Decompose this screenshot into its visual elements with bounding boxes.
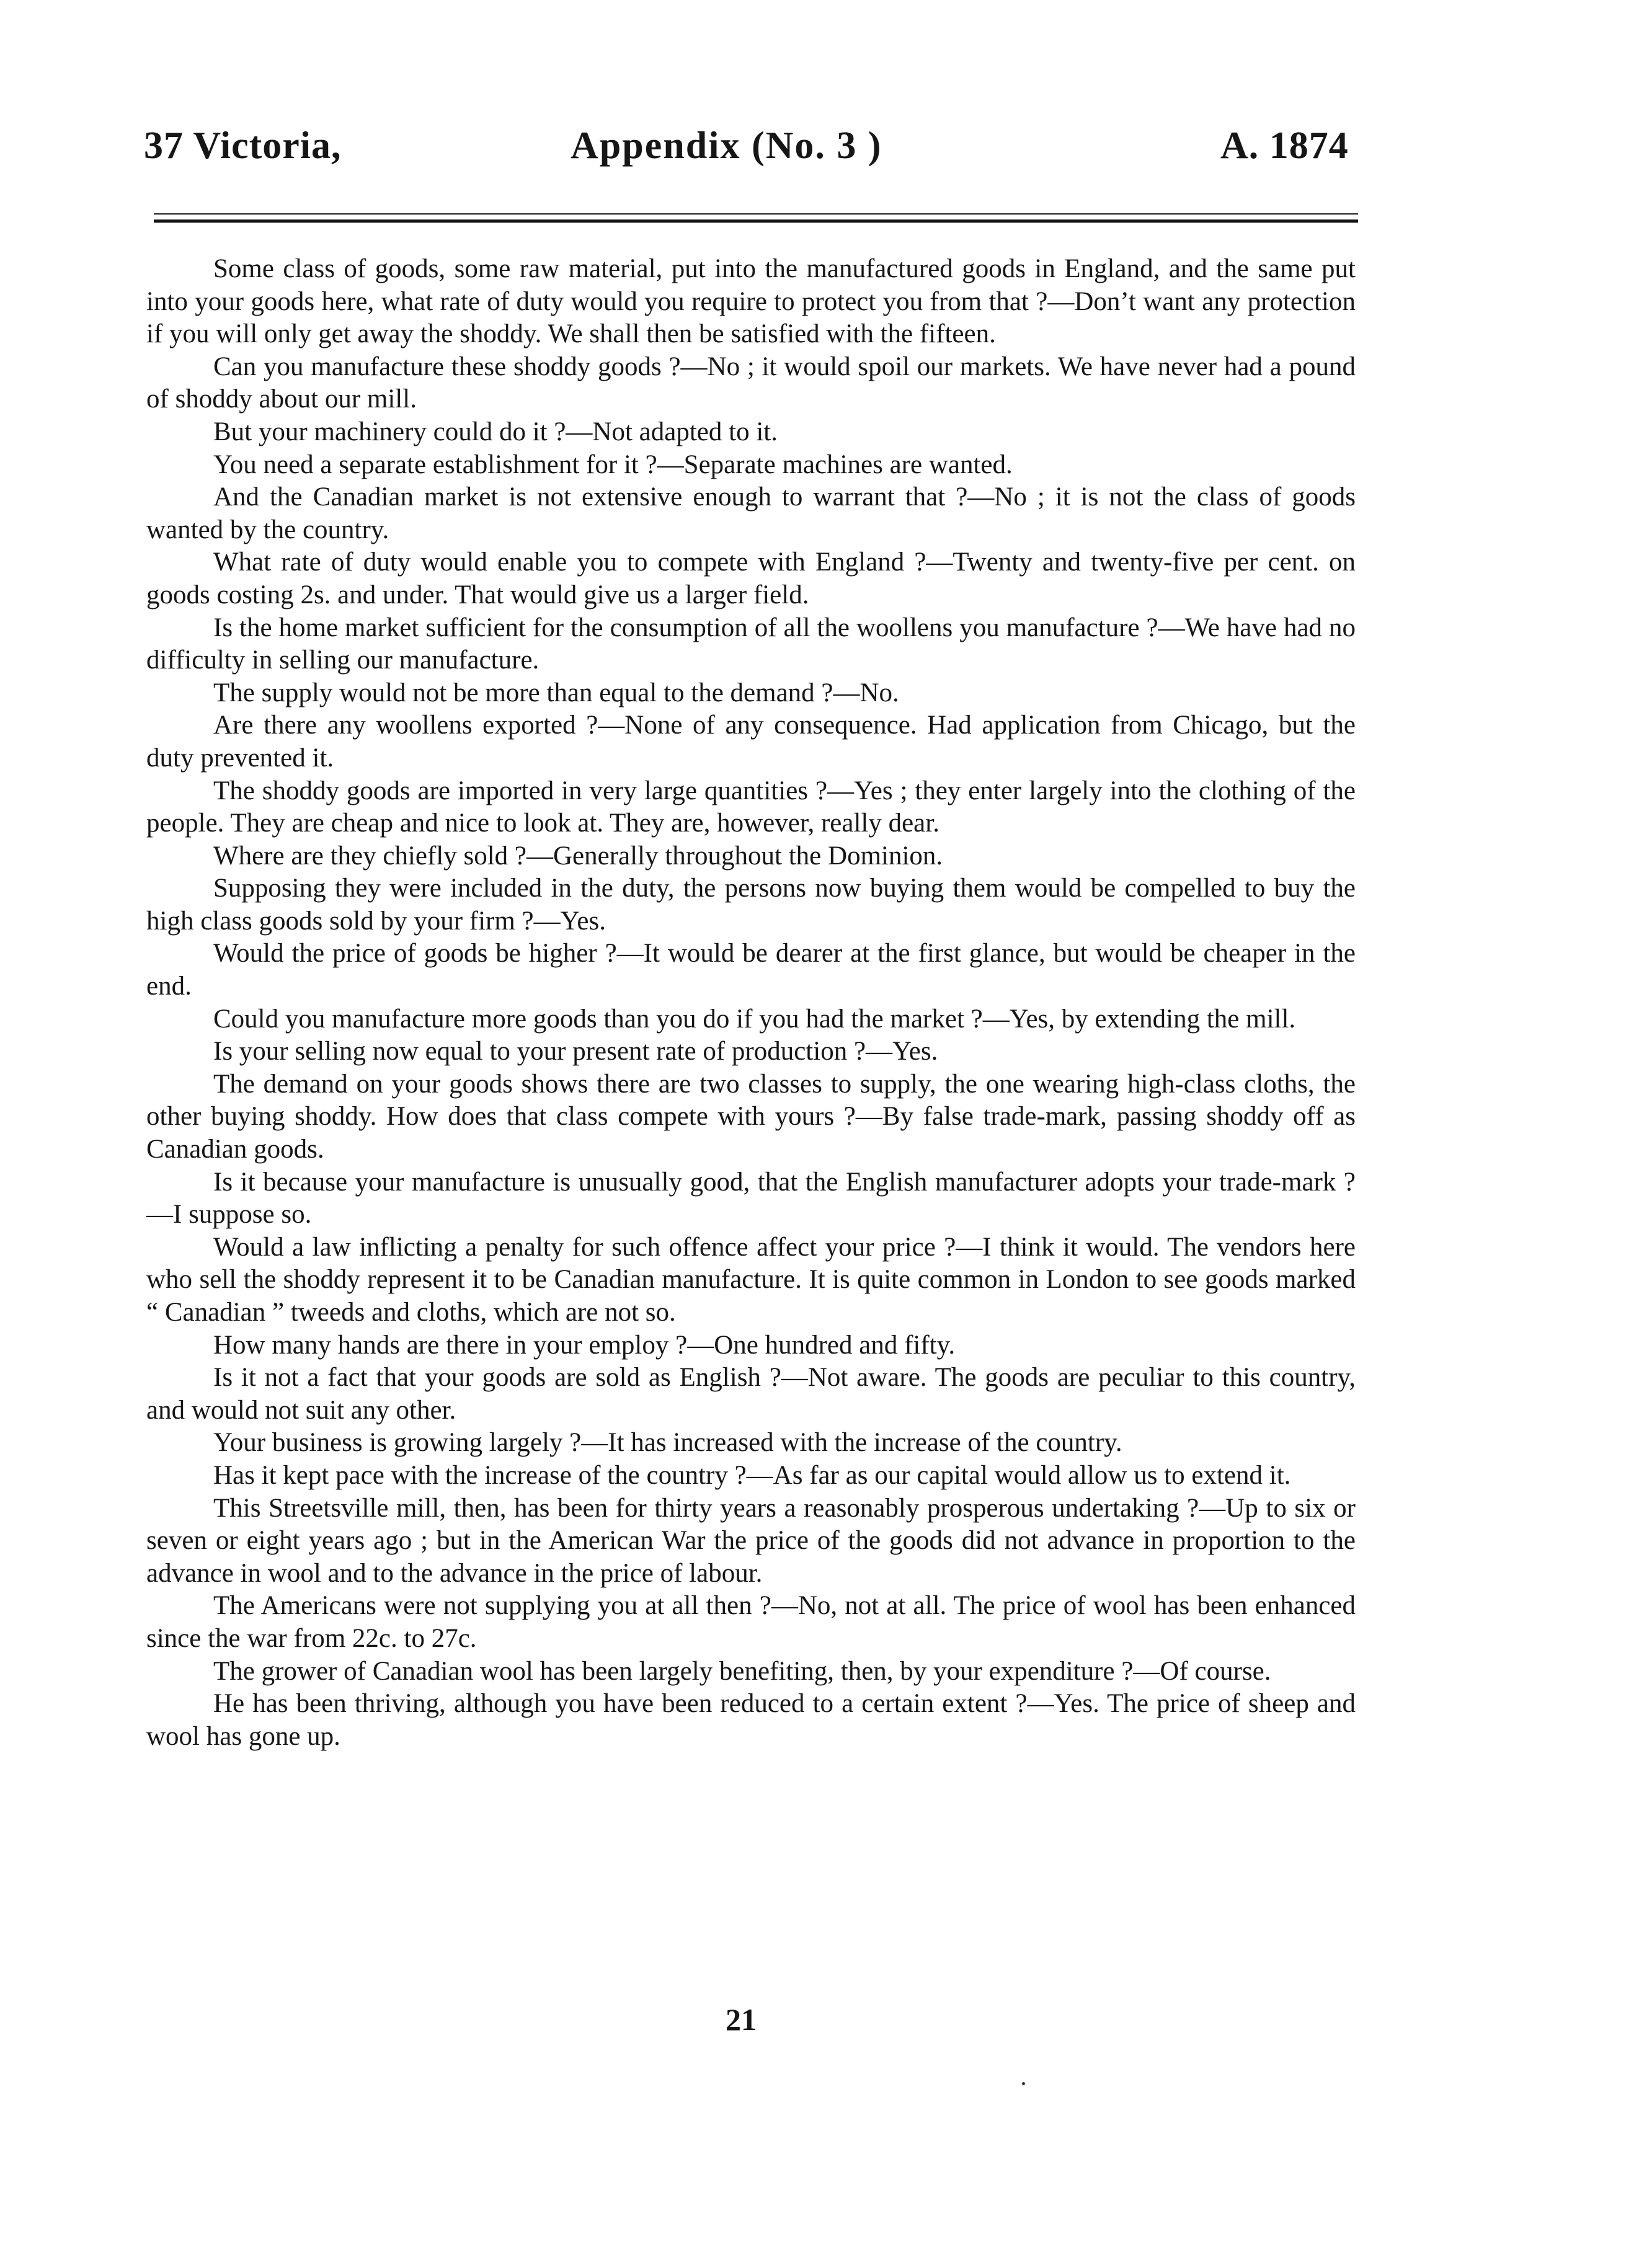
page-number: 21 [726,2002,757,2037]
print-speck [1022,2082,1025,2085]
header-rule-thick [154,219,1358,223]
paragraph: This Streetsville mill, then, has been for thirty years a reasonably prosperous undertaking ?—Up to six or seven or eight years ago ; but in the American War the price of the goods did not advance in proportion to the advance in wool and to the advance in the price of labour. [146,1493,1356,1588]
paragraph: Some class of goods, some raw material, put into the manufactured goods in England, and the same put into your goods here, what rate of duty would you require to protect you from that ?—Don’t want any protection if you will only get away the shoddy. We shall then be satisfied with the fifteen. [146,254,1356,349]
paragraph: And the Canadian market is not extensive enough to warrant that ?—No ; it is not the class of goods wanted by the country. [146,482,1356,544]
paragraph: Would the price of goods be higher ?—It would be dearer at the first glance, but would be cheaper in the end. [146,939,1356,1001]
paragraph: What rate of duty would enable you to compete with England ?—Twenty and twenty-five per cent. on goods costing 2s. and under. That would give us a larger field. [146,547,1356,610]
paragraph: Is the home market sufficient for the consumption of all the woollens you manufacture ?—We have had no difficulty in selling our manufacture. [146,613,1356,675]
paragraph: The grower of Canadian wool has been largely benefiting, then, by your expenditure ?—Of course. [213,1656,1271,1686]
paragraph: Is it not a fact that your goods are sold as English ?—Not aware. The goods are peculiar to this country, and would not suit any other. [146,1363,1356,1425]
running-header [0,124,1652,192]
paragraph: Are there any woollens exported ?—None of any consequence. Had application from Chicago, but the duty prevented it. [146,711,1356,773]
paragraph: Is it because your manufacture is unusually good, that the English manufacturer adopts your trade-mark ?—I suppose so. [146,1167,1356,1230]
paragraph: The demand on your goods shows there are two classes to supply, the one wearing high-class cloths, the other buying shoddy. How does that class compete with yours ?—By false trade-mark, passing shoddy off as Canadian goods. [146,1069,1356,1164]
paragraph: Has it kept pace with the increase of the country ?—As far as our capital would allow us to extend it. [213,1460,1291,1490]
paragraph: The supply would not be more than equal to the demand ?—No. [213,678,899,707]
header-sessional-year: A. 1874 [1220,125,1349,167]
paragraph: Can you manufacture these shoddy goods ?—No ; it would spoil our markets. We have never had a pound of shoddy about our mill. [146,352,1356,414]
paragraph: Where are they chiefly sold ?—Generally throughout the Dominion. [213,841,943,871]
paragraph: But your machinery could do it ?—Not adapted to it. [213,417,778,446]
paragraph: Supposing they were included in the duty, the persons now buying them would be compelled to buy the high class goods sold by your firm ?—Yes. [146,874,1356,936]
paragraph: Would a law inflicting a penalty for such offence affect your price ?—I think it would. The vendors here who sell the shoddy represent it to be Canadian manufacture. It is quite common in London to see goods marked “ Canadian ” tweeds and cloths, which are not so. [146,1232,1356,1327]
paragraph: The Americans were not supplying you at all then ?—No, not at all. The price of wool has been enhanced since the war from 22c. to 27c. [146,1591,1356,1653]
paragraph: The shoddy goods are imported in very large quantities ?—Yes ; they enter largely into the clothing of the people. They are cheap and nice to look at. They are, however, really dear. [146,776,1356,838]
paragraph: He has been thriving, although you have been reduced to a certain extent ?—Yes. The price of sheep and wool has gone up. [146,1689,1356,1751]
paragraph: Could you manufacture more goods than you do if you had the market ?—Yes, by extending the mill. [213,1004,1296,1034]
testimony-body [146,253,1356,1753]
paragraph: How many hands are there in your employ ?—One hundred and fifty. [213,1330,956,1360]
header-appendix: Appendix (No. 3 ) [571,125,882,167]
header-rule-thin [154,213,1358,215]
paragraph: Is your selling now equal to your present rate of production ?—Yes. [213,1037,938,1066]
paragraph: Your business is growing largely ?—It has increased with the increase of the country. [213,1428,1122,1458]
header-session: 37 Victoria, [144,125,342,167]
paragraph: You need a separate establishment for it ?—Separate machines are wanted. [213,450,1013,479]
